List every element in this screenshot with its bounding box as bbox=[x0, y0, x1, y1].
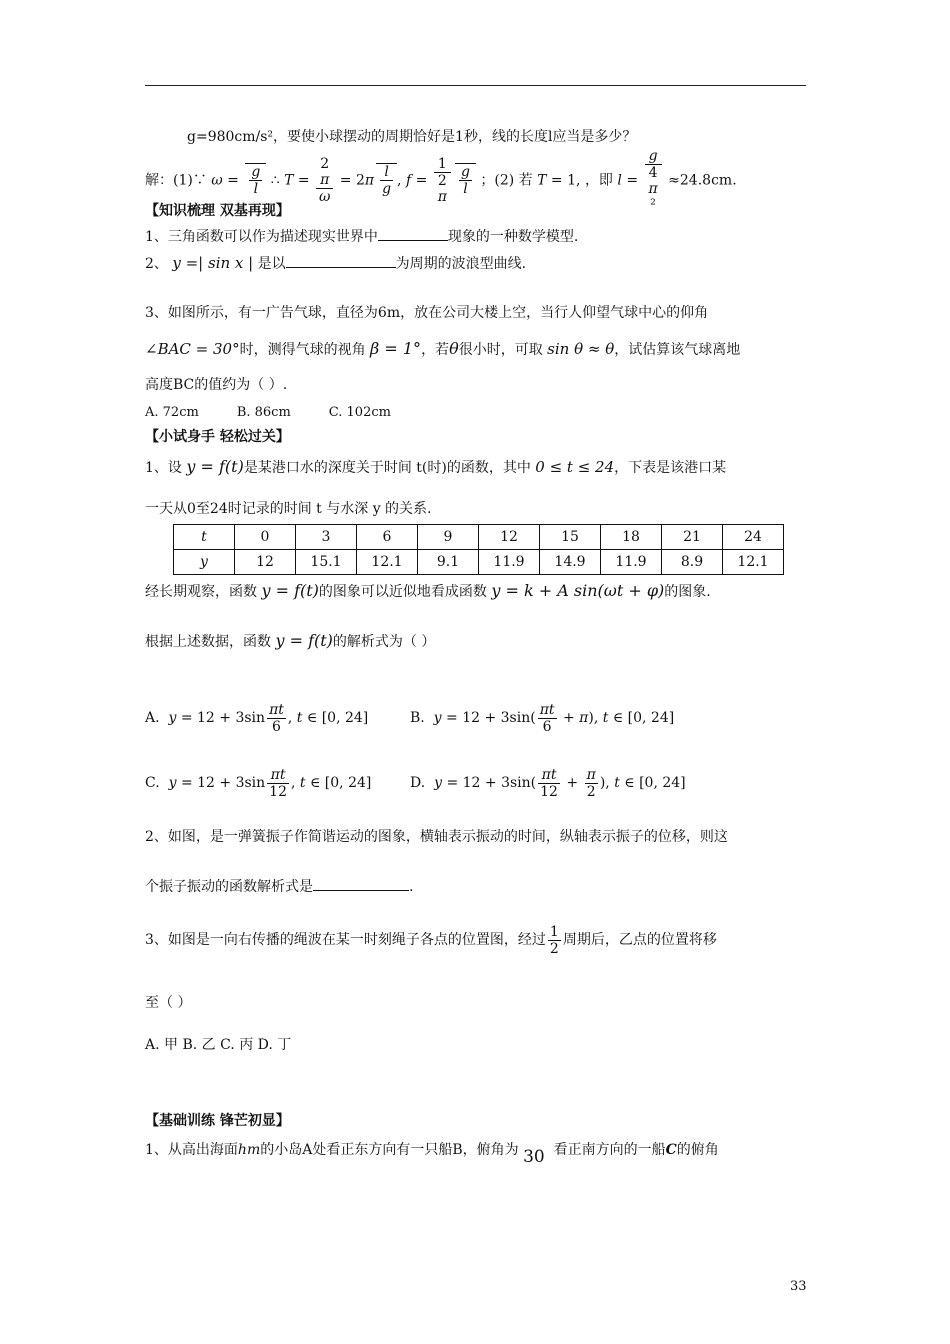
table-row bbox=[174, 550, 784, 575]
section-heading-trial: 【小试身手 轻松过关】 bbox=[145, 429, 290, 445]
knowledge-q3-line2: ∠BAC = 30°时，测得气球的视角 β = 1°，若θ很小时，可取 sin θ ≈ θ，试估算该气球离地 bbox=[145, 339, 741, 358]
table-cell: 9 bbox=[418, 525, 479, 550]
section-heading-basic: 【基础训练 锋芒初显】 bbox=[145, 1113, 290, 1129]
table-cell: 24 bbox=[723, 525, 784, 550]
trial-observation: 经长期观察，函数 y = f(t)的图象可以近似地看成函数 y = k + A sin(ωt + φ)的图象. bbox=[145, 581, 711, 600]
trial-question: 根据上述数据，函数 y = f(t)的解析式为（ ） bbox=[145, 631, 436, 650]
trial-q2-line1: 2、如图，是一弹簧振子作简谐运动的图象，横轴表示振动的时间，纵轴表示振子的位移，则这 bbox=[145, 829, 728, 845]
knowledge-q3-line3: 高度BC的值约为（ ）. bbox=[145, 377, 288, 393]
table-cell: t bbox=[174, 525, 235, 550]
header-rule bbox=[145, 85, 806, 86]
table-row bbox=[174, 525, 784, 550]
trial-q1-line2: 一天从0至24时记录的时间 t 与水深 y 的关系. bbox=[145, 501, 432, 517]
table-cell: 12.1 bbox=[357, 550, 418, 575]
pendulum-solution: 解：(1)∵ ω = $\frac{g}{l}$ ∴ T = 2 π ω = 2π $\frac{l}{g}$ , f = 1 2 π $\frac{g}{l}$ ；(2) 若 T = 1, ，即 l = g 4 π ² ≈24.8cm. bbox=[145, 148, 737, 213]
table-cell: 11.9 bbox=[479, 550, 540, 575]
table-cell: 21 bbox=[662, 525, 723, 550]
table-cell: 12.1 bbox=[723, 550, 784, 575]
table-cell: 12 bbox=[479, 525, 540, 550]
table-cell: 8.9 bbox=[662, 550, 723, 575]
option-b: B. y = 12 + 3sin( $\frac{\pi t}{6}$ + π), t ∈ [0, 24] bbox=[410, 701, 675, 735]
knowledge-q1: 1、三角函数可以作为描述现实世界中 现象的一种数学模型. bbox=[145, 229, 579, 245]
option-d: D. y = 12 + 3sin( $\frac{\pi t}{12}$ + $\frac{\pi}{2}$ ), t ∈ [0, 24] bbox=[410, 766, 686, 800]
trial-q2-line2: 个振子振动的函数解析式是 . bbox=[145, 879, 414, 895]
basic-q1: 1、从高出海面hm的小岛A处看正东方向有一只船B，俯角为 30 看正南方向的一船C的俯角 bbox=[145, 1142, 719, 1167]
knowledge-q3-line1: 3、如图所示，有一广告气球，直径为6m，放在公司大楼上空，当行人仰望气球中心的仰角 bbox=[145, 305, 709, 321]
trial-q3-line2: 至（ ） bbox=[145, 995, 192, 1011]
pendulum-question: g=980cm/s²，要使小球摆动的周期恰好是1秒，线的长度l应当是多少？ bbox=[187, 129, 637, 145]
page-number: 33 bbox=[790, 1279, 807, 1294]
table-cell: 15 bbox=[540, 525, 601, 550]
trial-q1-line1: 1、设 y = f(t)是某港口水的深度关于时间 t(时)的函数，其中 0 ≤ t ≤ 24，下表是该港口某 bbox=[145, 457, 727, 476]
table-cell: 12 bbox=[235, 550, 296, 575]
table-cell: 11.9 bbox=[601, 550, 662, 575]
knowledge-q3-options: A. 72cm B. 86cm C. 102cm bbox=[145, 405, 391, 420]
table-cell: 6 bbox=[357, 525, 418, 550]
section-heading-knowledge: 【知识梳理 双基再现】 bbox=[145, 203, 290, 219]
table-cell: 15.1 bbox=[296, 550, 357, 575]
table-cell: 9.1 bbox=[418, 550, 479, 575]
option-c: C. y = 12 + 3sin $\frac{\pi t}{12}$ , t ∈ [0, 24] bbox=[145, 766, 372, 800]
depth-table bbox=[173, 524, 784, 575]
knowledge-q2: 2、 y =| sin x | 是以 为周期的波浪型曲线. bbox=[145, 254, 527, 272]
trial-q3-options: A. 甲 B. 乙 C. 丙 D. 丁 bbox=[145, 1037, 292, 1053]
table-cell: 3 bbox=[296, 525, 357, 550]
table-cell: 0 bbox=[235, 525, 296, 550]
trial-q3-line1: 3、如图是一向右传播的绳波在某一时刻绳子各点的位置图，经过 $\frac{1}{2}$ 周期后，乙点的位置将移 bbox=[145, 923, 717, 957]
table-cell: y bbox=[174, 550, 235, 575]
option-a: A. y = 12 + 3sin $\frac{\pi t}{6}$ , t ∈ [0, 24] bbox=[145, 701, 369, 735]
table-cell: 18 bbox=[601, 525, 662, 550]
table-cell: 14.9 bbox=[540, 550, 601, 575]
